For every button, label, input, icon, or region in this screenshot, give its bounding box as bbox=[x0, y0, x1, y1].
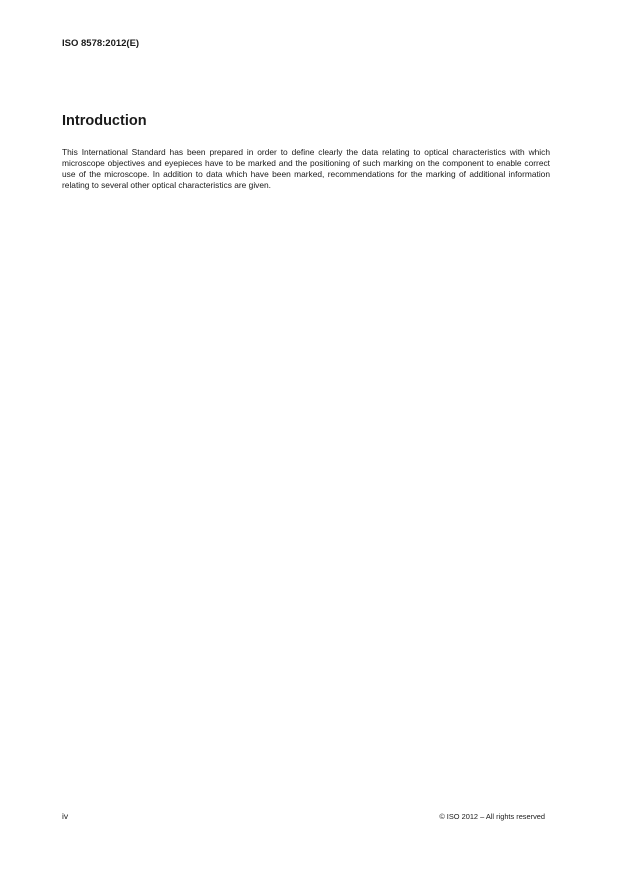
section-title: Introduction bbox=[62, 113, 147, 129]
page-number: iv bbox=[62, 811, 69, 821]
document-id-header: ISO 8578:2012(E) bbox=[62, 38, 140, 49]
introduction-paragraph: This International Standard has been prepared in order to define clearly the data relating to optical characteristics with which microscope objectives and eyepieces have to be marked and the positioning of such marking on the component to enable correct use of the microscope. In addition to data which have been marked, recommendations for the marking of additional information relating to several other optical characteristics are given. bbox=[62, 147, 550, 190]
copyright-notice: © ISO 2012 – All rights reserved bbox=[439, 812, 545, 821]
